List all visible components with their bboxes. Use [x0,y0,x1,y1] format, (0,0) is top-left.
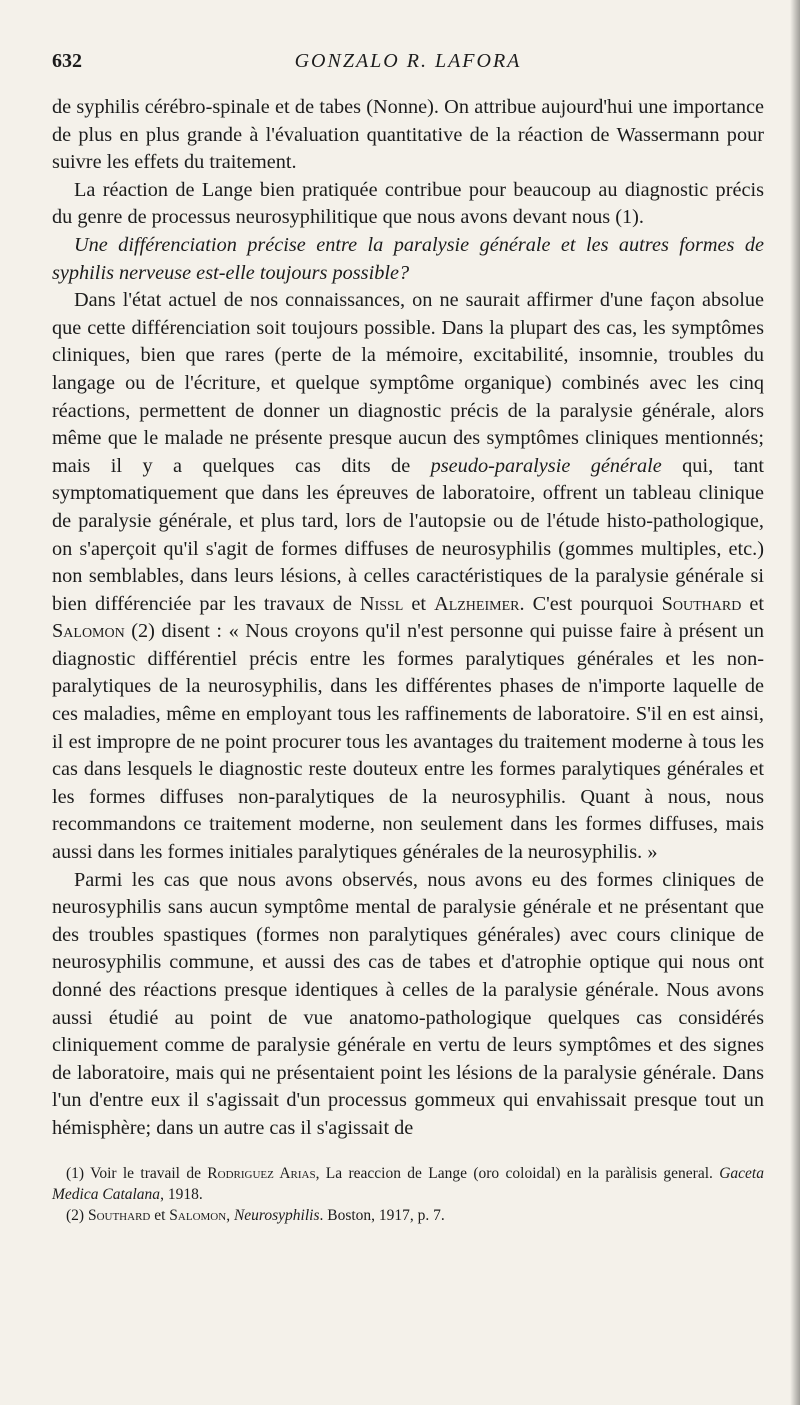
fn1-journal: Gaceta Medica Catalana [52,1164,764,1203]
paragraph-1: de syphilis cérébro-spinale et de tabes (Nonne). On attribue aujourd'hui une importance de plus en plus grande à l'évaluation quantitative de la réaction de Wassermann pour suivre les effets du traitement. [52,96,764,174]
running-title: GONZALO R. LAFORA [294,50,522,72]
page-number: 632 [52,50,82,72]
author-nissl: Nissl [359,592,404,615]
p4-text-g: (2) disent : « Nous croyons qu'il n'est personne qui puisse faire à présent un diagnostic différentiel précis entre les formes paralytiques générales et les non-paralytiques de la neurosyphilis, dans les différentes phases de n'importe laquelle de ces maladies, même en employant tous les raffinements de laboratoire. S'il en est ainsi, il est impropre de ne point procurer tous les avantages du traitement moderne à tous les cas dans lesquels le diagnostic reste douteux entre les formes paralytiques générales et les formes diffuses non-paralytiques de la neurosyphilis. Quant à nous, nous recommandons ce traitement moderne, non seulement dans les formes diffuses, mais aussi dans les formes initiales paralytiques générales de la neurosyphilis. » [52,620,764,864]
author-salomon: Salomon [52,620,125,643]
fn2-text-d: . Boston, 1917, p. 7. [319,1206,445,1224]
footnote-2 [52,1205,764,1226]
fn2-text-a: (2) [66,1206,88,1224]
p4-text-d: et [403,592,435,615]
fn2-text-c: , [226,1206,234,1224]
fn1-text-a: (1) Voir le travail de [66,1164,208,1182]
fn1-author: Rodriguez Arias [207,1164,316,1182]
p4-text-e: . C'est pourquoi [519,592,662,615]
paragraph-5: Parmi les cas que nous avons observés, nous avons eu des formes cliniques de neurosyphilis sans aucun symptôme mental de paralysie générale et ne présentant que des troubles spastiques (formes non paralytiques générales) avec cours clinique de neurosyphilis commune, et aussi des cas de tabes et d'atrophie optique qui nous ont donné des réactions presque identiques à celles de la paralysie générale. Nous avons aussi étudié au point de vue anatomo-pathologique quelques cas considérés cliniquement comme de paralysie générale en vertu de leurs symptômes et des signes de laboratoire, mais qui ne présentaient point les lésions de la paralysie générale. Dans l'un d'entre eux il s'agissait d'un processus gommeux qui envahissait presque tout un hémisphère; dans un autre cas il s'agissait de [52,868,764,1139]
page [52,50,764,1226]
fn2-title: Neurosyphilis [233,1206,320,1224]
p4-text-f: et [741,592,764,615]
author-alzheimer: Alzheimer [434,592,520,615]
author-southard: Southard [661,592,742,615]
pseudo-paralysie-term: pseudo-paralysie générale [430,454,662,477]
p4-text-a: Dans l'état actuel de nos connaissances, on ne saurait affirmer d'une façon absolue que cette différenciation soit toujours possible. Dans la plupart des cas, les symptômes cliniques, bien que rares (perte de la mémoire, excitabilité, insomnie, troubles du langage ou de l'écriture, et quelque symptôme organique) combinés avec les cinq réactions, permettent de donner un diagnostic précis de la paralysie générale, alors même que le malade ne présente presque aucun des symptômes cliniques mentionnés; mais il y a quelques cas dits de [52,289,764,477]
fn1-text-c: , 1918. [160,1185,203,1203]
fn2-author-1: Southard [87,1206,151,1224]
paragraph-2: La réaction de Lange bien pratiquée contribue pour beaucoup au diagnostic précis du genre de processus neurosyphilitique que nous avons devant nous (1). [52,178,764,229]
fn2-author-2: Salomon [169,1206,227,1224]
body-text [52,94,764,1143]
paragraph-4 [52,287,764,866]
footnotes [52,1163,764,1226]
page-header [52,50,764,84]
p4-text-c: qui, tant symptomatiquement que dans les épreuves de laboratoire, offrent un tableau clinique de paralysie générale, et plus tard, lors de l'autopsie ou de l'étude histo-pathologique, on s'aperçoit qu'il s'agit de formes diffuses de neurosyphilis (gommes multiples, etc.) non semblables, dans leurs lésions, à celles caractéristiques de la paralysie générale si bien différenciée par les travaux de [52,454,765,615]
footnote-1 [52,1163,764,1205]
fn1-text-b: , La reaccion de Lange (oro coloidal) en la paràlisis general. [315,1164,720,1182]
section-question: Une différenciation précise entre la paralysie générale et les autres formes de syphilis nerveuse est-elle toujours possible? [52,233,764,284]
fn2-text-b: et [150,1206,170,1224]
page-edge-shadow [790,0,800,1405]
